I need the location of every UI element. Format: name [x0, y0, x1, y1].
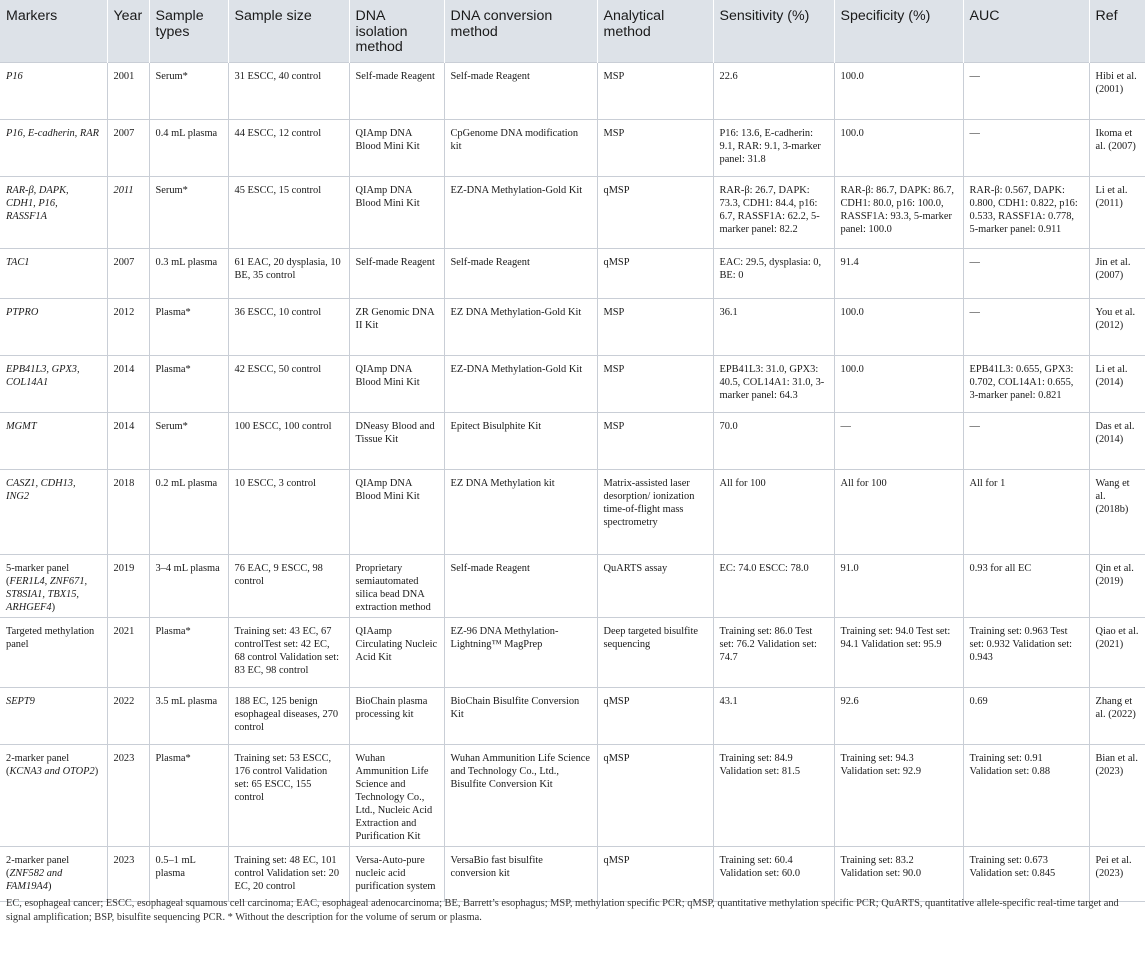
isolation-cell: Proprietary semiautomated silica bead DNA extraction method: [349, 554, 444, 617]
year-cell: 2014: [107, 355, 149, 412]
table-row: [0, 298, 1145, 355]
isolation-cell: ZR Genomic DNA II Kit: [349, 298, 444, 355]
auc-cell: RAR-β: 0.567, DAPK: 0.800, CDH1: 0.822, p16: 0.533, RASSF1A: 0.778, 5-marker panel: 0.911: [963, 176, 1089, 248]
markers-prefix: 5-marker panel (: [6, 562, 70, 587]
markers-cell: P16, E-cadherin, RAR: [0, 119, 107, 176]
sample-size-cell: 61 EAC, 20 dysplasia, 10 BE, 35 control: [228, 248, 349, 298]
auc-cell: —: [963, 298, 1089, 355]
ref-cell: Bian et al. (2023): [1089, 744, 1145, 846]
ref-cell: Qiao et al. (2021): [1089, 617, 1145, 687]
sample-size-cell: 76 EAC, 9 ESCC, 98 control: [228, 554, 349, 617]
ref-cell: Zhang et al. (2022): [1089, 687, 1145, 744]
sample-type-cell: 0.5–1 mL plasma: [149, 846, 228, 901]
markers-genes: FER1L4, ZNF671, ST8SIA1, TBX15, ARHGEF4: [6, 575, 88, 613]
sensitivity-cell: P16: 13.6, E-cadherin: 9.1, RAR: 9.1, 3-marker panel: 31.8: [713, 119, 834, 176]
year-cell: 2001: [107, 62, 149, 119]
column-header: Markers: [0, 0, 107, 62]
year-cell: 2014: [107, 412, 149, 469]
ref-cell: Das et al. (2014): [1089, 412, 1145, 469]
ref-cell: Pei et al. (2023): [1089, 846, 1145, 901]
sample-size-cell: Training set: 53 ESCC, 176 control Validation set: 65 ESCC, 155 control: [228, 744, 349, 846]
analysis-cell: QuARTS assay: [597, 554, 713, 617]
sample-size-cell: 42 ESCC, 50 control: [228, 355, 349, 412]
year-cell: 2019: [107, 554, 149, 617]
markers-cell: SEPT9: [0, 687, 107, 744]
table-row: [0, 846, 1145, 901]
column-header: Sample types: [149, 0, 228, 62]
markers-cell: [0, 846, 107, 901]
sample-type-cell: Serum*: [149, 62, 228, 119]
sample-size-cell: Training set: 48 EC, 101 control Validation set: 20 EC, 20 control: [228, 846, 349, 901]
isolation-cell: Wuhan Ammunition Life Science and Technology Co., Ltd., Nucleic Acid Extraction and Purification Kit: [349, 744, 444, 846]
analysis-cell: MSP: [597, 412, 713, 469]
ref-cell: Li et al. (2011): [1089, 176, 1145, 248]
specificity-cell: All for 100: [834, 469, 963, 554]
markers-cell: [0, 744, 107, 846]
sensitivity-cell: EAC: 29.5, dysplasia: 0, BE: 0: [713, 248, 834, 298]
sample-type-cell: Serum*: [149, 176, 228, 248]
isolation-cell: Self-made Reagent: [349, 248, 444, 298]
table-row: [0, 554, 1145, 617]
analysis-cell: MSP: [597, 119, 713, 176]
sample-size-cell: 188 EC, 125 benign esophageal diseases, 270 control: [228, 687, 349, 744]
conversion-cell: Self-made Reagent: [444, 554, 597, 617]
specificity-cell: Training set: 94.3 Validation set: 92.9: [834, 744, 963, 846]
sensitivity-cell: RAR-β: 26.7, DAPK: 73.3, CDH1: 84.4, p16: 6.7, RASSF1A: 62.2, 5-marker panel: 82.2: [713, 176, 834, 248]
table-footnote: EC, esophageal cancer; ESCC, esophageal squamous cell carcinoma; EAC, esophageal adenocarcinoma; BE, Barrett’s esophagus; MSP, methylation specific PCR; qMSP, quantitative methylation specific PCR; QuARTS, quantitative allele-specific real-time target and signal amplification; BSP, bisulfite sequencing PCR. * Without the description for the volume of serum or plasma.: [6, 898, 1119, 923]
sample-size-cell: 100 ESCC, 100 control: [228, 412, 349, 469]
conversion-cell: Wuhan Ammunition Life Science and Technology Co., Ltd., Bisulfite Conversion Kit: [444, 744, 597, 846]
markers-genes: ZNF582 and FAM19A4: [6, 867, 63, 892]
table-row: [0, 176, 1145, 248]
year-cell: 2021: [107, 617, 149, 687]
auc-cell: —: [963, 248, 1089, 298]
markers-cell: RAR-β, DAPK, CDH1, P16, RASSF1A: [0, 176, 107, 248]
sample-type-cell: Plasma*: [149, 355, 228, 412]
ref-cell: Jin et al. (2007): [1089, 248, 1145, 298]
isolation-cell: Versa-Auto-pure nucleic acid purification system: [349, 846, 444, 901]
auc-cell: Training set: 0.673 Validation set: 0.845: [963, 846, 1089, 901]
analysis-cell: Matrix-assisted laser desorption/ ionization time-of-flight mass spectrometry: [597, 469, 713, 554]
markers-suffix: ): [51, 601, 56, 613]
auc-cell: —: [963, 412, 1089, 469]
sample-type-cell: 3–4 mL plasma: [149, 554, 228, 617]
table-row: [0, 248, 1145, 298]
isolation-cell: Self-made Reagent: [349, 62, 444, 119]
auc-cell: —: [963, 119, 1089, 176]
isolation-cell: QIAmp DNA Blood Mini Kit: [349, 119, 444, 176]
markers-cell: Targeted methylation panel: [0, 617, 107, 687]
analysis-cell: qMSP: [597, 687, 713, 744]
sensitivity-cell: Training set: 86.0 Test set: 76.2 Validation set: 74.7: [713, 617, 834, 687]
ref-cell: Ikoma et al. (2007): [1089, 119, 1145, 176]
specificity-cell: 100.0: [834, 119, 963, 176]
specificity-cell: RAR-β: 86.7, DAPK: 86.7, CDH1: 80.0, p16: 100.0, RASSF1A: 93.3, 5-marker panel: 100.0: [834, 176, 963, 248]
sensitivity-cell: Training set: 84.9 Validation set: 81.5: [713, 744, 834, 846]
specificity-cell: 100.0: [834, 355, 963, 412]
analysis-cell: Deep targeted bisulfite sequencing: [597, 617, 713, 687]
markers-cell: P16: [0, 62, 107, 119]
column-header: Specificity (%): [834, 0, 963, 62]
conversion-cell: Self-made Reagent: [444, 62, 597, 119]
specificity-cell: 100.0: [834, 62, 963, 119]
auc-cell: Training set: 0.963 Test set: 0.932 Validation set: 0.943: [963, 617, 1089, 687]
table-row: [0, 412, 1145, 469]
table-row: [0, 687, 1145, 744]
ref-cell: Li et al. (2014): [1089, 355, 1145, 412]
isolation-cell: QIAmp DNA Blood Mini Kit: [349, 469, 444, 554]
specificity-cell: —: [834, 412, 963, 469]
table-row: [0, 355, 1145, 412]
specificity-cell: Training set: 94.0 Test set: 94.1 Validation set: 95.9: [834, 617, 963, 687]
table-row: [0, 744, 1145, 846]
markers-cell: CASZ1, CDH13, ING2: [0, 469, 107, 554]
specificity-cell: 100.0: [834, 298, 963, 355]
analysis-cell: qMSP: [597, 846, 713, 901]
sensitivity-cell: EPB41L3: 31.0, GPX3: 40.5, COL14A1: 31.0, 3-marker panel: 64.3: [713, 355, 834, 412]
year-cell: 2011: [107, 176, 149, 248]
isolation-cell: BioChain plasma processing kit: [349, 687, 444, 744]
auc-cell: 0.69: [963, 687, 1089, 744]
ref-cell: Qin et al. (2019): [1089, 554, 1145, 617]
column-header: DNA isolation method: [349, 0, 444, 62]
conversion-cell: CpGenome DNA modification kit: [444, 119, 597, 176]
conversion-cell: VersaBio fast bisulfite conversion kit: [444, 846, 597, 901]
sample-size-cell: Training set: 43 EC, 67 controlTest set: 42 EC, 68 control Validation set: 83 EC, 98 control: [228, 617, 349, 687]
specificity-cell: Training set: 83.2 Validation set: 90.0: [834, 846, 963, 901]
analysis-cell: qMSP: [597, 744, 713, 846]
sensitivity-cell: 22.6: [713, 62, 834, 119]
table-row: [0, 617, 1145, 687]
sensitivity-cell: 43.1: [713, 687, 834, 744]
sensitivity-cell: EC: 74.0 ESCC: 78.0: [713, 554, 834, 617]
conversion-cell: Self-made Reagent: [444, 248, 597, 298]
markers-cell: [0, 554, 107, 617]
conversion-cell: EZ-DNA Methylation-Gold Kit: [444, 355, 597, 412]
markers-cell: EPB41L3, GPX3, COL14A1: [0, 355, 107, 412]
sensitivity-cell: All for 100: [713, 469, 834, 554]
sample-type-cell: Plasma*: [149, 298, 228, 355]
analysis-cell: MSP: [597, 62, 713, 119]
column-header: Ref: [1089, 0, 1145, 62]
column-header: AUC: [963, 0, 1089, 62]
ref-cell: Wang et al. (2018b): [1089, 469, 1145, 554]
sample-type-cell: Plasma*: [149, 744, 228, 846]
markers-prefix: 2-marker panel (: [6, 854, 70, 879]
auc-cell: 0.93 for all EC: [963, 554, 1089, 617]
analysis-cell: qMSP: [597, 248, 713, 298]
sample-size-cell: 36 ESCC, 10 control: [228, 298, 349, 355]
sample-type-cell: 0.3 mL plasma: [149, 248, 228, 298]
conversion-cell: BioChain Bisulfite Conversion Kit: [444, 687, 597, 744]
year-cell: 2022: [107, 687, 149, 744]
conversion-cell: EZ-DNA Methylation-Gold Kit: [444, 176, 597, 248]
auc-cell: Training set: 0.91 Validation set: 0.88: [963, 744, 1089, 846]
sample-size-cell: 45 ESCC, 15 control: [228, 176, 349, 248]
markers-suffix: ): [94, 765, 99, 777]
sensitivity-cell: 36.1: [713, 298, 834, 355]
conversion-cell: EZ DNA Methylation-Gold Kit: [444, 298, 597, 355]
markers-cell: TAC1: [0, 248, 107, 298]
column-header: Sensitivity (%): [713, 0, 834, 62]
sample-type-cell: 0.2 mL plasma: [149, 469, 228, 554]
column-header: Sample size: [228, 0, 349, 62]
table-row: [0, 469, 1145, 554]
conversion-cell: EZ DNA Methylation kit: [444, 469, 597, 554]
isolation-cell: QIAamp Circulating Nucleic Acid Kit: [349, 617, 444, 687]
specificity-cell: 91.0: [834, 554, 963, 617]
isolation-cell: QIAmp DNA Blood Mini Kit: [349, 176, 444, 248]
isolation-cell: QIAmp DNA Blood Mini Kit: [349, 355, 444, 412]
table-row: [0, 62, 1145, 119]
sample-size-cell: 31 ESCC, 40 control: [228, 62, 349, 119]
conversion-cell: Epitect Bisulphite Kit: [444, 412, 597, 469]
year-cell: 2007: [107, 119, 149, 176]
year-cell: 2018: [107, 469, 149, 554]
auc-cell: EPB41L3: 0.655, GPX3: 0.702, COL14A1: 0.655, 3-marker panel: 0.821: [963, 355, 1089, 412]
column-header: DNA conversion method: [444, 0, 597, 62]
sample-type-cell: 0.4 mL plasma: [149, 119, 228, 176]
year-cell: 2007: [107, 248, 149, 298]
isolation-cell: DNeasy Blood and Tissue Kit: [349, 412, 444, 469]
year-cell: 2023: [107, 744, 149, 846]
sensitivity-cell: 70.0: [713, 412, 834, 469]
analysis-cell: qMSP: [597, 176, 713, 248]
specificity-cell: 91.4: [834, 248, 963, 298]
year-cell: 2023: [107, 846, 149, 901]
markers-prefix: 2-marker panel (: [6, 752, 70, 777]
markers-suffix: ): [47, 880, 52, 892]
analysis-cell: MSP: [597, 355, 713, 412]
sample-type-cell: Serum*: [149, 412, 228, 469]
sample-size-cell: 10 ESCC, 3 control: [228, 469, 349, 554]
ref-cell: Hibi et al. (2001): [1089, 62, 1145, 119]
sample-type-cell: Plasma*: [149, 617, 228, 687]
sample-type-cell: 3.5 mL plasma: [149, 687, 228, 744]
sensitivity-cell: Training set: 60.4 Validation set: 60.0: [713, 846, 834, 901]
sample-size-cell: 44 ESCC, 12 control: [228, 119, 349, 176]
markers-cell: MGMT: [0, 412, 107, 469]
header-row: [0, 0, 1145, 62]
specificity-cell: 92.6: [834, 687, 963, 744]
markers-cell: PTPRO: [0, 298, 107, 355]
auc-cell: All for 1: [963, 469, 1089, 554]
ref-cell: You et al. (2012): [1089, 298, 1145, 355]
auc-cell: —: [963, 62, 1089, 119]
markers-genes: KCNA3 and OTOP2: [9, 765, 95, 777]
column-header: Analytical method: [597, 0, 713, 62]
analysis-cell: MSP: [597, 298, 713, 355]
conversion-cell: EZ-96 DNA Methylation-Lightning™ MagPrep: [444, 617, 597, 687]
column-header: Year: [107, 0, 149, 62]
table-row: [0, 119, 1145, 176]
year-cell: 2012: [107, 298, 149, 355]
